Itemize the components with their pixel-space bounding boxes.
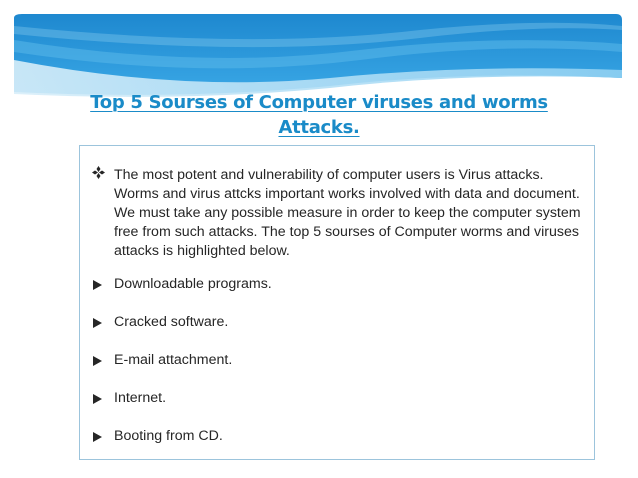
list-item-label: Downloadable programs. [114, 276, 272, 292]
arrowhead-bullet-icon [93, 394, 102, 404]
arrowhead-bullet-icon [93, 280, 102, 290]
page-title: Top 5 Sourses of Computer viruses and worms Attacks. [90, 92, 548, 138]
arrowhead-bullet-icon [93, 318, 102, 328]
list-item [92, 313, 584, 332]
four-diamond-bullet-icon [92, 166, 108, 185]
intro-text: The most potent and vulnerability of computer users is Virus attacks. Worms and virus attcks important works involved with data and document. We must take any possible measure in order to keep the computer system free from such attacks. The top 5 sourses of Computer worms and viruses attacks is highlighted below. [114, 167, 581, 259]
list-item [92, 275, 584, 294]
list-item-label: E-mail attachment. [114, 352, 233, 368]
intro-paragraph [92, 166, 584, 261]
sources-list [92, 275, 584, 446]
content-box [79, 145, 595, 460]
list-item [92, 389, 584, 408]
list-item-label: Internet. [114, 390, 167, 406]
list-item-label: Booting from CD. [114, 428, 223, 444]
list-item-label: Cracked software. [114, 314, 229, 330]
list-item [92, 427, 584, 446]
header-wave-banner [0, 0, 638, 100]
arrowhead-bullet-icon [93, 356, 102, 366]
arrowhead-bullet-icon [93, 432, 102, 442]
list-item [92, 351, 584, 370]
